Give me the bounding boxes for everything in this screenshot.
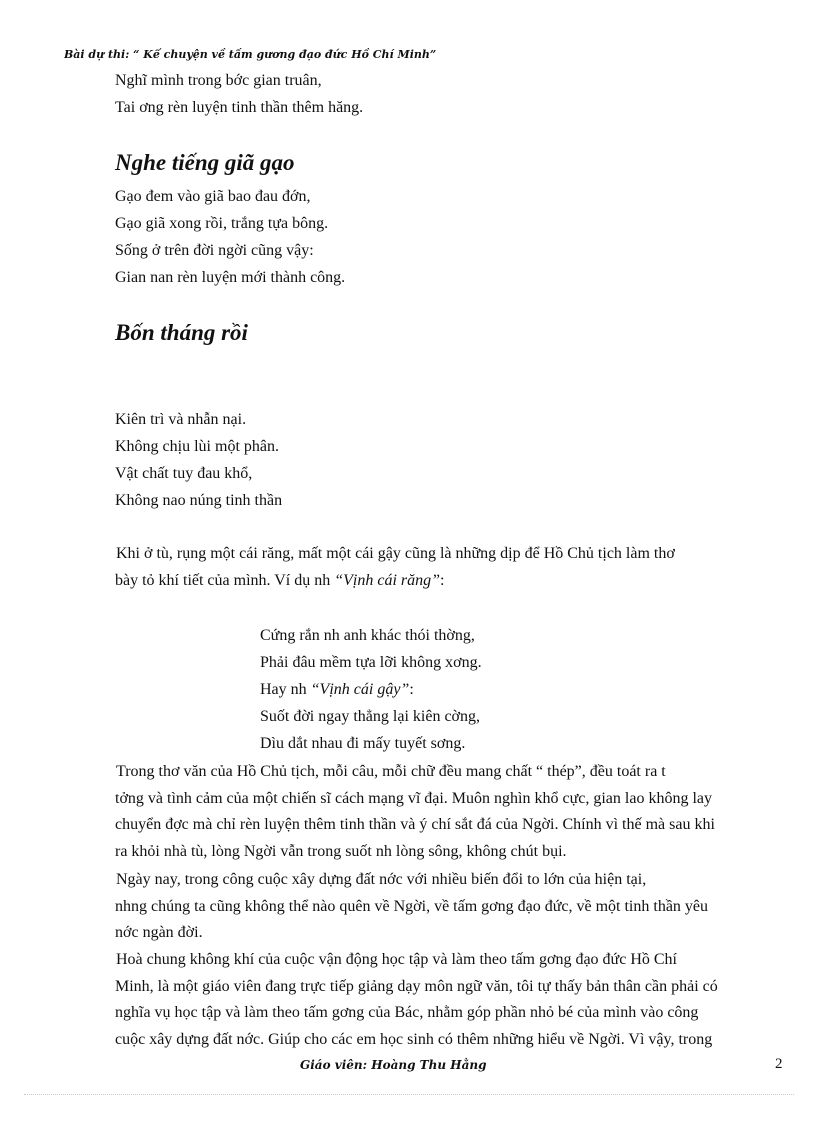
page-number: 2 — [775, 1056, 783, 1072]
verse-line: Nghĩ mình trong bớc gian truân, — [115, 72, 322, 89]
paragraph-text: : — [440, 571, 445, 589]
page-footer-teacher: Giáo viên: Hoàng Thu Hằng — [300, 1058, 487, 1072]
verse-line: Dìu dắt nhau đi mấy tuyết sơng. — [260, 735, 466, 752]
paragraph-line: Khi ở tù, rụng một cái răng, mất một cái gậy cũng là những dịp để Hồ Chủ tịch làm thơ — [116, 545, 675, 562]
page-bottom-rule — [24, 1094, 794, 1095]
poem-nghe-tieng-gia-gao — [115, 183, 345, 291]
section-heading-bon-thang-roi: Bốn tháng rồi — [115, 320, 248, 345]
verse-text: : — [409, 681, 414, 698]
quoted-title: “Vịnh cái gậy” — [310, 681, 410, 698]
section-heading-nghe-tieng-gia-gao: Nghe tiếng giã gạo — [115, 150, 295, 175]
verse-line: Cứng rắn nh anh khác thói thờng, — [260, 627, 475, 644]
verse-line: Kiên trì và nhẫn nại. — [115, 411, 247, 428]
paragraph-line: nớc ngàn đời. — [115, 924, 203, 941]
paragraph-line: nhng chúng ta cũng không thể nào quên về Ngời, về tấm gơng đạo đức, về một tinh thần yêu — [115, 897, 709, 915]
paragraph-line — [84, 568, 784, 595]
paragraph-line: cuộc xây dựng đất nớc. Giúp cho các em học sinh có thêm những hiểu về Ngời. Vì vậy, trong — [115, 1030, 713, 1048]
paragraph-line: Hoà chung không khí của cuộc vận động học tập và làm theo tấm gơng đạo đức Hồ Chí — [116, 951, 677, 968]
verse-line: Gạo đem vào giã bao đau đớn, — [115, 188, 311, 205]
paragraph-line: chuyển đợc mà chỉ rèn luyện thêm tinh thần và ý chí sắt đá của Ngời. Chính vì thế mà sau khi — [115, 816, 715, 833]
verse-line: Gian nan rèn luyện mới thành công. — [115, 269, 346, 286]
paragraph-line: Minh, là một giáo viên đang trực tiếp giảng dạy môn ngữ văn, tôi tự thấy bản thân cần phải có — [115, 977, 718, 995]
quoted-title: “Vịnh cái răng” — [334, 571, 441, 589]
verse-line: Suốt đời ngay thẳng lại kiên cờng, — [260, 708, 480, 725]
page-header: Bài dự thi: “ Kể chuyện về tấm gương đạo đức Hồ Chí Minh” — [64, 48, 437, 61]
verse-line: Không chịu lùi một phân. — [115, 438, 279, 455]
verse-line: Vật chất tuy đau khổ, — [115, 465, 253, 482]
verse-line: Gạo giã xong rồi, trắng tựa bông. — [115, 215, 329, 232]
verse-text: Hay nh — [260, 681, 311, 698]
paragraph-line: Ngày nay, trong công cuộc xây dựng đất nớc với nhiều biến đổi to lớn của hiện tại, — [116, 871, 647, 888]
paragraph-tooth-stick — [84, 541, 784, 594]
poem-bon-thang-roi — [115, 406, 282, 514]
poem-vinh-cai-rang — [260, 622, 482, 757]
paragraph-hoa-chung — [84, 947, 784, 1053]
verse-line: Phải đâu mềm tựa lỡi không xơng. — [260, 654, 482, 671]
paragraph-line: tởng và tình cảm của một chiến sĩ cách mạng vĩ đại. Muôn nghìn khổ cực, gian lao không lay — [115, 789, 712, 807]
verse-intro — [115, 67, 363, 121]
paragraph-line: ra khỏi nhà tù, lòng Ngời vẫn trong suốt nh lòng sông, không chút bụi. — [115, 842, 567, 860]
verse-line — [260, 676, 482, 703]
verse-line: Tai ơng rèn luyện tinh thần thêm hăng. — [115, 99, 364, 116]
paragraph-line: nghĩa vụ học tập và làm theo tấm gơng của Bác, nhằm góp phần nhỏ bé của mình vào công — [115, 1004, 699, 1021]
verse-line: Sống ở trên đời ngời cũng vậy: — [115, 242, 314, 259]
paragraph-tho-van — [84, 759, 784, 865]
paragraph-ngay-nay — [84, 867, 784, 947]
paragraph-line: Trong thơ văn của Hồ Chủ tịch, mỗi câu, mỗi chữ đều mang chất “ thép”, đều toát ra t — [116, 763, 666, 780]
paragraph-text: bày tỏ khí tiết của mình. Ví dụ nh — [115, 571, 335, 589]
verse-line: Không nao núng tinh thần — [115, 492, 283, 509]
